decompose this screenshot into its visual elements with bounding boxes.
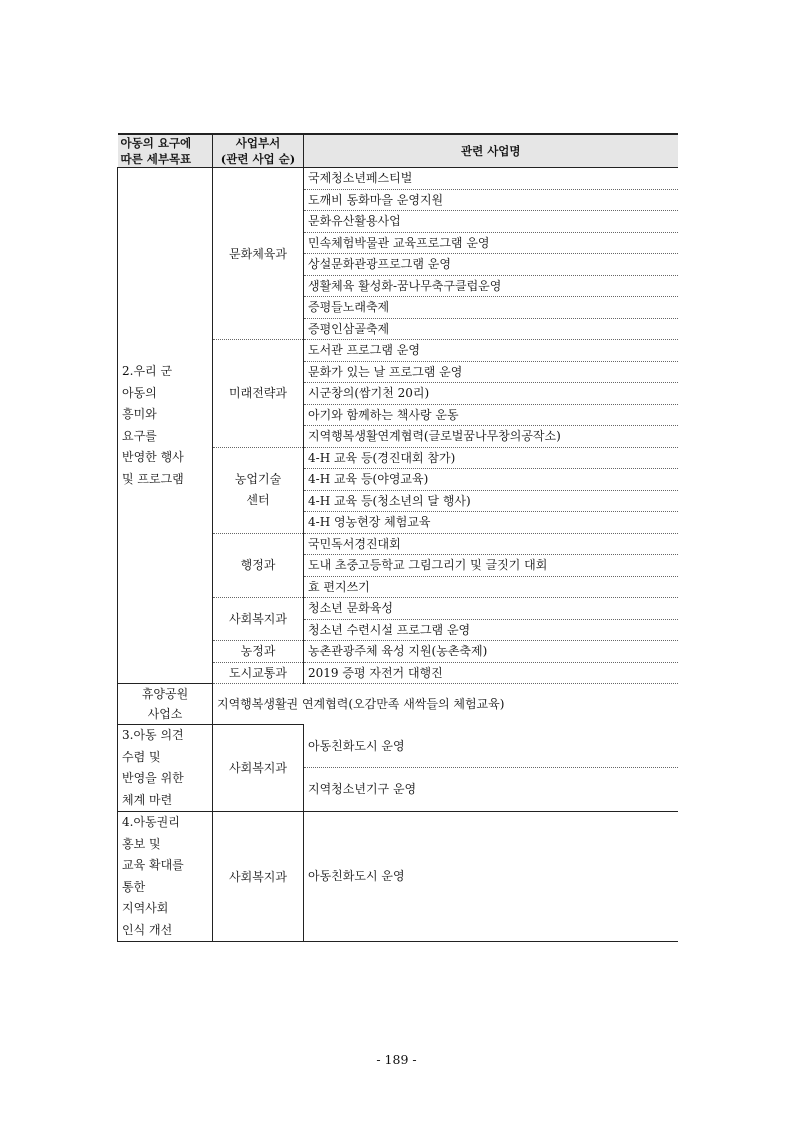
project-name: 지역행복생활연계협력(글로벌꿈나무창의공작소)	[304, 426, 678, 448]
project-name: 증평인삼골축제	[304, 318, 678, 340]
project-name: 국민독서경진대회	[304, 533, 678, 555]
department-cell: 농정과	[213, 641, 304, 663]
department-cell: 사회복지과	[213, 725, 304, 812]
project-name: 지역행복생활권 연계협력(오감만족 새싹들의 체험교육)	[213, 684, 304, 725]
project-name: 도내 초중고등학교 그림그리기 및 글짓기 대회	[304, 555, 678, 577]
department-cell: 문화체육과	[213, 168, 304, 340]
project-name: 아동친화도시 운영	[304, 725, 678, 768]
project-name: 도서관 프로그램 운영	[304, 340, 678, 362]
project-name: 청소년 문화육성	[304, 598, 678, 620]
department-cell: 도시교통과	[213, 662, 304, 684]
project-name: 민속체험박물관 교육프로그램 운영	[304, 232, 678, 254]
department-cell: 사회복지과	[213, 812, 304, 942]
project-name: 4-H 교육 등(청소년의 달 행사)	[304, 490, 678, 512]
project-name: 농촌관광주체 육성 지원(농촌축제)	[304, 641, 678, 663]
page-number: - 189 -	[376, 1052, 417, 1067]
project-name: 생활체육 활성화-꿈나무축구클럽운영	[304, 275, 678, 297]
department-cell: 미래전략과	[213, 340, 304, 448]
project-name: 문화유산활용사업	[304, 211, 678, 233]
project-name: 상설문화관광프로그램 운영	[304, 254, 678, 276]
project-name: 지역청소년기구 운영	[304, 768, 678, 812]
header-project: 관련 사업명	[304, 134, 678, 168]
department-cell: 농업기술 센터	[213, 447, 304, 533]
header-goal: 아동의 요구에 따른 세부목표	[118, 134, 213, 168]
project-name: 국제청소년페스티벌	[304, 168, 678, 190]
project-name: 증평들노래축제	[304, 297, 678, 319]
goal-cell: 4.아동권리 홍보 및 교육 확대를 통한 지역사회 인식 개선	[118, 812, 213, 942]
table-header-row	[118, 134, 678, 168]
project-name: 도깨비 동화마을 운영지원	[304, 189, 678, 211]
project-name: 시군창의(쌈기천 20리)	[304, 383, 678, 405]
goal-cell: 3.아동 의견 수렴 및 반영을 위한 체계 마련	[118, 725, 213, 812]
project-name: 문화가 있는 날 프로그램 운영	[304, 361, 678, 383]
project-name: 아기와 함께하는 책사랑 운동	[304, 404, 678, 426]
project-name: 4-H 교육 등(경진대회 참가)	[304, 447, 678, 469]
goal-cell: 2.우리 군 아동의 흥미와 요구를 반영한 행사 및 프로그램	[118, 168, 213, 684]
department-cell: 휴양공원 사업소	[118, 684, 213, 725]
project-name: 효 편지쓰기	[304, 576, 678, 598]
project-name: 4-H 교육 등(야영교육)	[304, 469, 678, 491]
project-name: 2019 증평 자전거 대행진	[304, 662, 678, 684]
department-cell: 사회복지과	[213, 598, 304, 641]
project-name: 아동친화도시 운영	[304, 812, 678, 942]
project-name: 4-H 영농현장 체험교육	[304, 512, 678, 534]
department-cell: 행정과	[213, 533, 304, 598]
projects-table	[117, 133, 678, 942]
project-name: 청소년 수련시설 프로그램 운영	[304, 619, 678, 641]
header-department: 사업부서 (관련 사업 순)	[213, 134, 304, 168]
